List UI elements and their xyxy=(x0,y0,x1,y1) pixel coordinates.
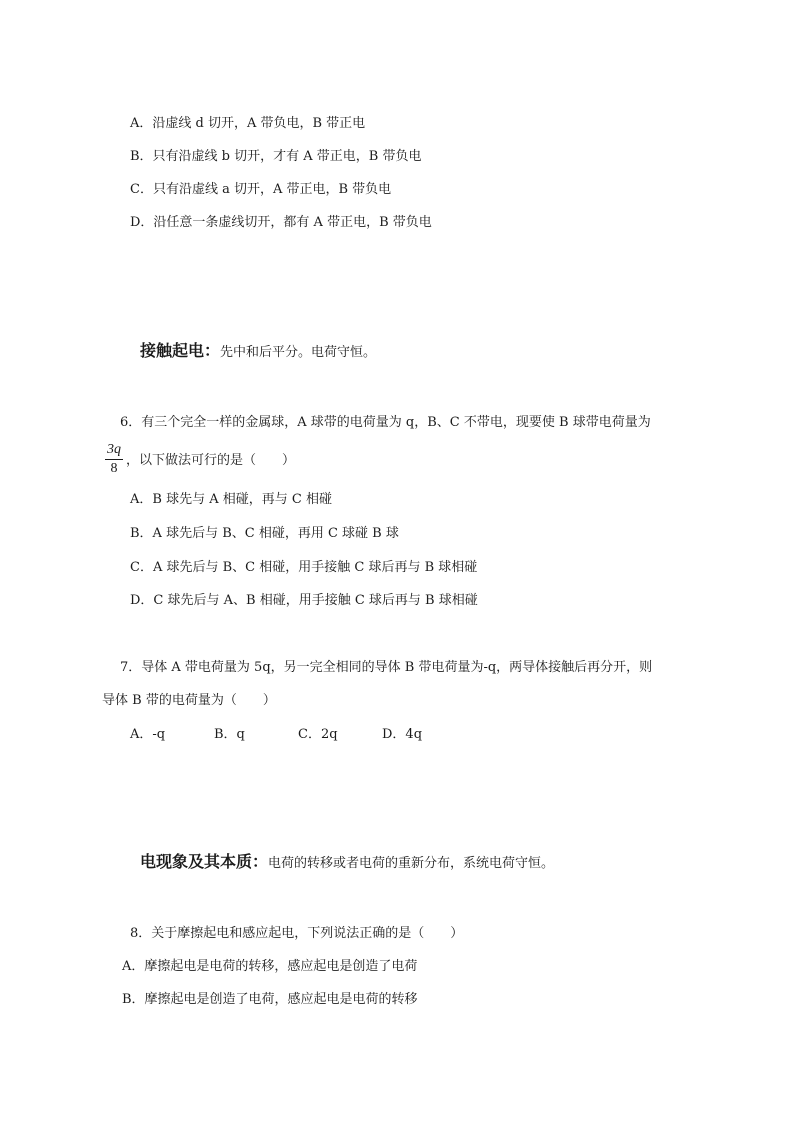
q6-option-c: C．A 球先后与 B、C 相碰，用手接触 C 球后再与 B 球相碰 xyxy=(130,560,478,575)
q6-option-b: B．A 球先后与 B、C 相碰，再用 C 球碰 B 球 xyxy=(130,526,399,541)
heading-title: 电现象及其本质： xyxy=(140,852,269,871)
question-6-stem-continued: ，以下做法可行的是（ ） xyxy=(126,453,296,468)
q7-option-b: B．q xyxy=(214,727,245,742)
question-7-stem: 7．导体 A 带电荷量为 5q，另一完全相同的导体 B 带电荷量为-q，两导体接触后再分开，则 xyxy=(120,660,653,675)
fraction-denominator: 8 xyxy=(110,461,118,476)
heading-title: 接触起电： xyxy=(140,341,221,360)
q7-option-c: C．2q xyxy=(298,727,338,742)
heading-text: 电荷的转移或者电荷的重新分布，系统电荷守恒。 xyxy=(268,856,555,871)
fraction-numerator: 3q xyxy=(107,442,121,457)
q6-option-d: D．C 球先后与 A、B 相碰，用手接触 C 球后再与 B 球相碰 xyxy=(130,593,478,608)
fraction-3q-over-8 xyxy=(103,442,125,477)
option-d: D．沿任意一条虚线切开，都有 A 带正电，B 带负电 xyxy=(130,215,432,230)
section-heading-contact-charging xyxy=(140,341,376,363)
question-7-stem-continued: 导体 B 带的电荷量为（ ） xyxy=(102,693,276,708)
q8-option-a: A．摩擦起电是电荷的转移，感应起电是创造了电荷 xyxy=(122,959,418,974)
q7-options-row xyxy=(130,726,422,744)
question-8-stem: 8．关于摩擦起电和感应起电，下列说法正确的是（ ） xyxy=(130,926,464,941)
option-b: B．只有沿虚线 b 切开，才有 A 带正电，B 带负电 xyxy=(130,149,422,164)
heading-text: 先中和后平分。电荷守恒。 xyxy=(220,345,377,360)
q6-option-a: A．B 球先与 A 相碰，再与 C 相碰 xyxy=(130,492,332,507)
q8-option-b: B．摩擦起电是创造了电荷，感应起电是电荷的转移 xyxy=(122,992,418,1007)
fraction-bar xyxy=(105,459,123,460)
option-a: A．沿虚线 d 切开，A 带负电，B 带正电 xyxy=(130,116,366,131)
option-c: C．只有沿虚线 a 切开，A 带正电，B 带负电 xyxy=(130,182,392,197)
question-6-stem: 6．有三个完全一样的金属球，A 球带的电荷量为 q，B、C 不带电，现要使 B 球带电荷量为 xyxy=(120,415,651,430)
q7-option-a: A．-q xyxy=(130,727,166,742)
section-heading-electric-phenomena xyxy=(140,852,554,874)
q7-option-d: D．4q xyxy=(382,727,423,742)
